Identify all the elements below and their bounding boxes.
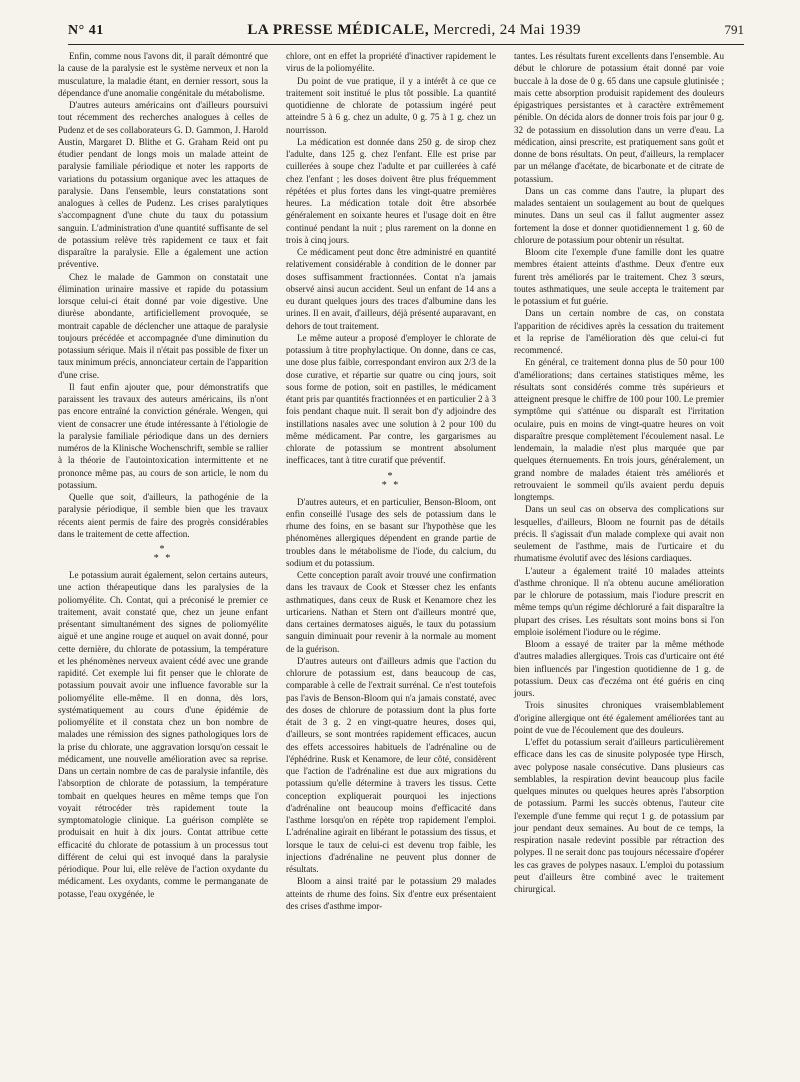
- issue-number: N° 41: [68, 23, 104, 38]
- paragraph: D'autres auteurs, et en particulier, Benson-Bloom, ont enfin conseillé l'usage des sels de potassium dans le rhume des foins, en se basant sur l'hypothèse que les phénomènes allergiques dépendent en grande partie de troubles dans le métabolisme de l'iode, du calcium, du sodium et du potassium.: [286, 496, 496, 568]
- paragraph: En général, ce traitement donna plus de 50 pour 100 d'améliorations; dans certaines statistiques même, les résultats sont considérés comme très supérieurs et atteignent presque le chiffre de 100 pour 100. Le premier symptôme qui s'atténue ou disparaît est l'irritation oculaire, puis en moins de vingt-quatre heures on voit disparaître presque complètement l'écoulement nasal. Le lendemain, la maladie n'est plus marquée que par quelques éternuements. En trois jours, généralement, un grand nombre de malades étaient très améliorés et retrouvaient le sommeil qu'ils avaient perdu depuis longtemps.: [514, 357, 724, 502]
- paragraph: chlore, ont en effet la propriété d'inactiver rapidement le virus de la poliomyélite.: [286, 51, 496, 74]
- column-2: [286, 50, 496, 912]
- paragraph: Quelle que soit, d'ailleurs, la pathogénie de la paralysie périodique, il semble bien que les travaux récents aient permis de faire des progrès considérables dans le traitement de cette affection.: [58, 492, 268, 539]
- paragraph: Il faut enfin ajouter que, pour démonstratifs que paraissent les travaux des auteurs américains, ils n'ont pas encore entraîné la conviction générale. Wengen, qui vient de consacrer une étude intéressante à l'étiologie de la paralysie familiale périodique dans un des derniers numéros de la Klinische Wochenschrift, semble se rallier à la théorie de l'autointoxication intermittente et ne prononce même pas, au cours de son article, le nom du potassium.: [58, 381, 268, 490]
- publication-date: Mercredi, 24 Mai 1939: [433, 22, 581, 38]
- paragraph: L'auteur a également traité 10 malades atteints d'asthme chronique. Il n'a obtenu aucune amélioration par le chlorure de potassium, mais l'iodure prescrit en même temps qu'un régime déchloruré a fait disparaître la plupart des crises. Les résultats sont moins bons si l'on emploie isolément l'iodure ou le régime.: [514, 565, 724, 637]
- paragraph: Le potassium aurait également, selon certains auteurs, une action thérapeutique dans les paralysies de la poliomyélite. Ch. Contat, qui a préconisé le premier ce traitement, avait constaté que, chez un jeune enfant présentant simultanément des signes de poliomyélite aiguë et une angine rouge et auquel on avait donné, pour cette dernière, du chlorate de potassium, la température et les phénomènes nerveux avaient cédé avec une grande rapidité. Cet exemple lui fit penser que le chlorate de potassium pouvait avoir une influence favorable sur la poliomyélite elle-même. Il en donna, dès lors, systématiquement au cours d'une épidémie de poliomyélite et il constata chez un bon nombre de malades une rémission des signes pathologiques lors de la prise du chlorate, une aggravation lorsqu'on cessait le médicament, une nouvelle amélioration avec sa reprise. Dans un certain nombre de cas de paralysie infantile, dès l'absorption de chlorate de potassium, la température tombait en quelques heures en même temps que l'on voyait rétrocéder très rapidement toute la symptomatologie clinique. La guérison complète se produisait en huit à dix jours. Contat attribue cette efficacité du chlorate de potassium à un processus tout différent de celui qui est invoqué dans la paralysie périodique. Pour lui, elle relève de l'action oxydante du médicament. Les oxydants, comme le permanganate de potasse, l'eau oxygénée, le: [58, 570, 268, 899]
- paragraph: Le même auteur a proposé d'employer le chlorate de potassium à titre prophylactique. On donne, dans ce cas, une dose plus faible, correspondant environ aux 2/3 de la dose curative, et répartie sur quatre ou cinq jours, soit sous forme de potion, soit en pastilles, le médicament étant pris par quantités fractionnées et en particulier 2 à 3 fois pendant chaque nuit. Il serait bon d'y adjoindre des instillations nasales avec une solution à 2 pour 100 du même médicament. Par contre, les gargarismes au chlorate de potassium se montrent absolument inefficaces, tant à titre curatif que préventif.: [286, 332, 496, 466]
- paragraph: Ce médicament peut donc être administré en quantité relativement considérable à condition de le donner par doses suffisamment fractionnées. Contat n'a jamais observé ainsi aucun accident. Seul un enfant de 14 ans a eu durant quelques jours des traces d'albumine dans les urines. Il en avait, d'ailleurs, déjà présenté auparavant, en dehors de tout traitement.: [286, 247, 496, 331]
- publication-line: [247, 22, 581, 39]
- paragraph: Trois sinusites chroniques vraisemblablement d'origine allergique ont été également améliorées tant au point de vue de l'écoulement que des douleurs.: [514, 700, 724, 735]
- publication-title: LA PRESSE MÉDICALE,: [247, 22, 430, 38]
- paragraph: tantes. Les résultats furent excellents dans l'ensemble. Au début le chlorure de potassium était donné par voie buccale à la dose de 0 g. 65 dans une capsule glutinisée ; mais cette absorption produisit rapidement des douleurs épigastriques persistantes et à caractère extrêmement pénible. On décida alors de donner trois fois par jour 0 g. 32 de potassium en dissolution dans un verre d'eau. La médication, ainsi prescrite, est pratiquement sans goût et donne de bons résultats. On peut, d'ailleurs, la remplacer par un mélange d'acétate, de bicarbonate et de citrate de potassium.: [514, 51, 724, 184]
- paragraph: Dans un cas comme dans l'autre, la plupart des malades sentaient un soulagement au bout de quelques minutes. Dans un seul cas il fallut augmenter assez fortement la dose et donner quotidiennement 1 g. 60 de chlorure de potassium pour obtenir un résultat.: [514, 185, 724, 245]
- section-separator: * * *: [381, 470, 401, 491]
- paragraph: Du point de vue pratique, il y a intérêt à ce que ce traitement soit institué le plus tôt possible. La quantité quotidienne de chlorate de potassium ingéré peut atteindre 5 à 6 g. chez un adulte, 0 g. 75 à 1 g. chez un nourrisson.: [286, 75, 496, 135]
- paragraph: D'autres auteurs ont d'ailleurs admis que l'action du chlorure de potassium est, dans beaucoup de cas, comparable à celle de l'extrait surrénal. Ce n'est toutefois pas l'avis de Benson-Bloom qui n'a jamais constaté, avec des doses de chlorure de potassium dont la plus forte était de 3 g. 2 en vingt-quatre heures, doses qui, d'ailleurs, se sont montrées rapidement efficaces, aucun des effets accessoires habituels de l'adrénaline ou de l'éphédrine. Rusk et Kenamore, de leur côté, considèrent que l'action de l'adrénaline est due aux migrations du potassium qu'elle détermine à travers les tissus. Cette conception expliquerait pourquoi les injections d'adrénaline ont beaucoup moins d'efficacité dans l'asthme lorsqu'on en répète trop rapidement l'emploi. L'adrénaline agirait en libérant le potassium des tissus, et lorsque le taux de celui-ci est devenu trop faible, les injections d'adrénaline ne peuvent plus donner de résultats.: [286, 655, 496, 874]
- section-separator: * * *: [153, 544, 173, 564]
- paragraph: Bloom a essayé de traiter par la même méthode d'autres maladies allergiques. Trois cas d'urticaire ont été bien influencés par l'ingestion quotidienne de 1 g. de potassium. Deux cas d'eczéma ont été guéris en cinq jours.: [514, 639, 724, 698]
- paragraph: La médication est donnée dans 250 g. de sirop chez l'adulte, dans 125 g. chez l'enfant. Elle est prise par cuillerées à soupe chez l'adulte et par cuillerées à café chez l'enfant ; les doses doivent être plus fréquemment répétées et plus fortes dans les vingt-quatre premières heures. La médication totale doit être absorbée généralement en soixante heures et l'usage doit en être continué pendant la nuit ; plus rarement on la donne en trois à cinq jours.: [286, 136, 496, 245]
- paragraph: Chez le malade de Gammon on constatait une élimination urinaire massive et rapide du potassium lorsque celui-ci était donné par voie digestive. Une diurèse abondante, artificiellement provoquée, se montrait capable de déclencher une attaque de paralysie toujours précédée et accompagnée d'une diminution du potassium sérique. Mais il n'était pas possible de fixer un taux minimum précis, annonciateur certain de l'apparition d'une crise.: [58, 271, 268, 380]
- paragraph: Dans un certain nombre de cas, on constata l'apparition de récidives après la cessation du traitement et la reprise de l'amélioration dès que celui-ci fut recommencé.: [514, 308, 724, 355]
- column-3: [514, 50, 724, 895]
- page-header: [68, 22, 744, 45]
- paragraph: Cette conception paraît avoir trouvé une confirmation dans les travaux de Cook et Stœsser chez les enfants asthmatiques, dans ceux de Rusk et Kenamore chez les urticariens. Nathan et Stern ont d'ailleurs montré que, dans certaines dermatoses aiguës, le taux du potassium sanguin diminuait pour revenir à la normale au moment de la guérison.: [286, 570, 496, 654]
- paragraph: Bloom a ainsi traité par le potassium 29 malades atteints de rhume des foins. Six d'entre eux présentaient des crises d'asthme impor-: [286, 876, 496, 911]
- paragraph: Dans un seul cas on observa des complications sur lesquelles, d'ailleurs, Bloom ne fournit pas de détails précis. Il s'agissait d'un malade complexe qui avait non seulement de l'asthme, mais de l'urticaire et du rhumatisme évolutif avec des lésions cardiaques.: [514, 504, 724, 564]
- paragraph: L'effet du potassium serait d'ailleurs particulièrement efficace dans les cas de sinusite polyposée type Hirsch, avec polypose nasale consécutive. Dans plusieurs cas semblables, la respiration devint beaucoup plus facile quelques minutes ou quelques heures après l'absorption de potassium. Parmi les succès obtenus, l'auteur cite l'exemple d'une femme qui reçut 1 g. de potassium par jour pendant deux semaines. Au bout de ce temps, la respiration nasale redevint possible par rétraction des polypes. Il ne serait donc pas toujours nécessaire d'opérer les cas graves de polypes nasaux. L'emploi du potassium peut d'ailleurs être combiné avec le traitement chirurgical.: [514, 737, 724, 894]
- paragraph: Bloom cite l'exemple d'une famille dont les quatre membres étaient atteints d'asthme. Deux d'entre eux furent très améliorés par le traitement. Chez 3 sœurs, toutes asthmatiques, une seule accepta le traitement par le potassium et fut guérie.: [514, 247, 724, 306]
- page-number: 791: [724, 22, 744, 37]
- paragraph: D'autres auteurs américains ont d'ailleurs poursuivi tout récemment des recherches analogues à celles de Pudenz et de ses collaborateurs G. D. Gammon, J. Harold Austin, Margaret D. Blithe et G. Graham Reid ont pu étudier pendant de longs mois un malade atteint de paralysie familiale périodique et noter les rapports de variations du potassium organique avec les attaques de paralysie. Dans l'ensemble, leurs constatations sont analogues à celles de Pudenz. Les crises paralytiques s'accompagnent d'une chute du taux du potassium sanguin. L'administration d'une quantité suffisante de sel de potassium relève très rapidement ce taux et fait disparaître la paralysie. Elle a également une action préventive.: [58, 100, 268, 270]
- paragraph: Enfin, comme nous l'avons dit, il paraît démontré que la cause de la paralysie est le système nerveux et non la musculature, la maladie étant, en dernier ressort, sous la dépendance d'une anomalie congénitale du métabolisme.: [58, 51, 268, 98]
- column-1: [58, 50, 268, 900]
